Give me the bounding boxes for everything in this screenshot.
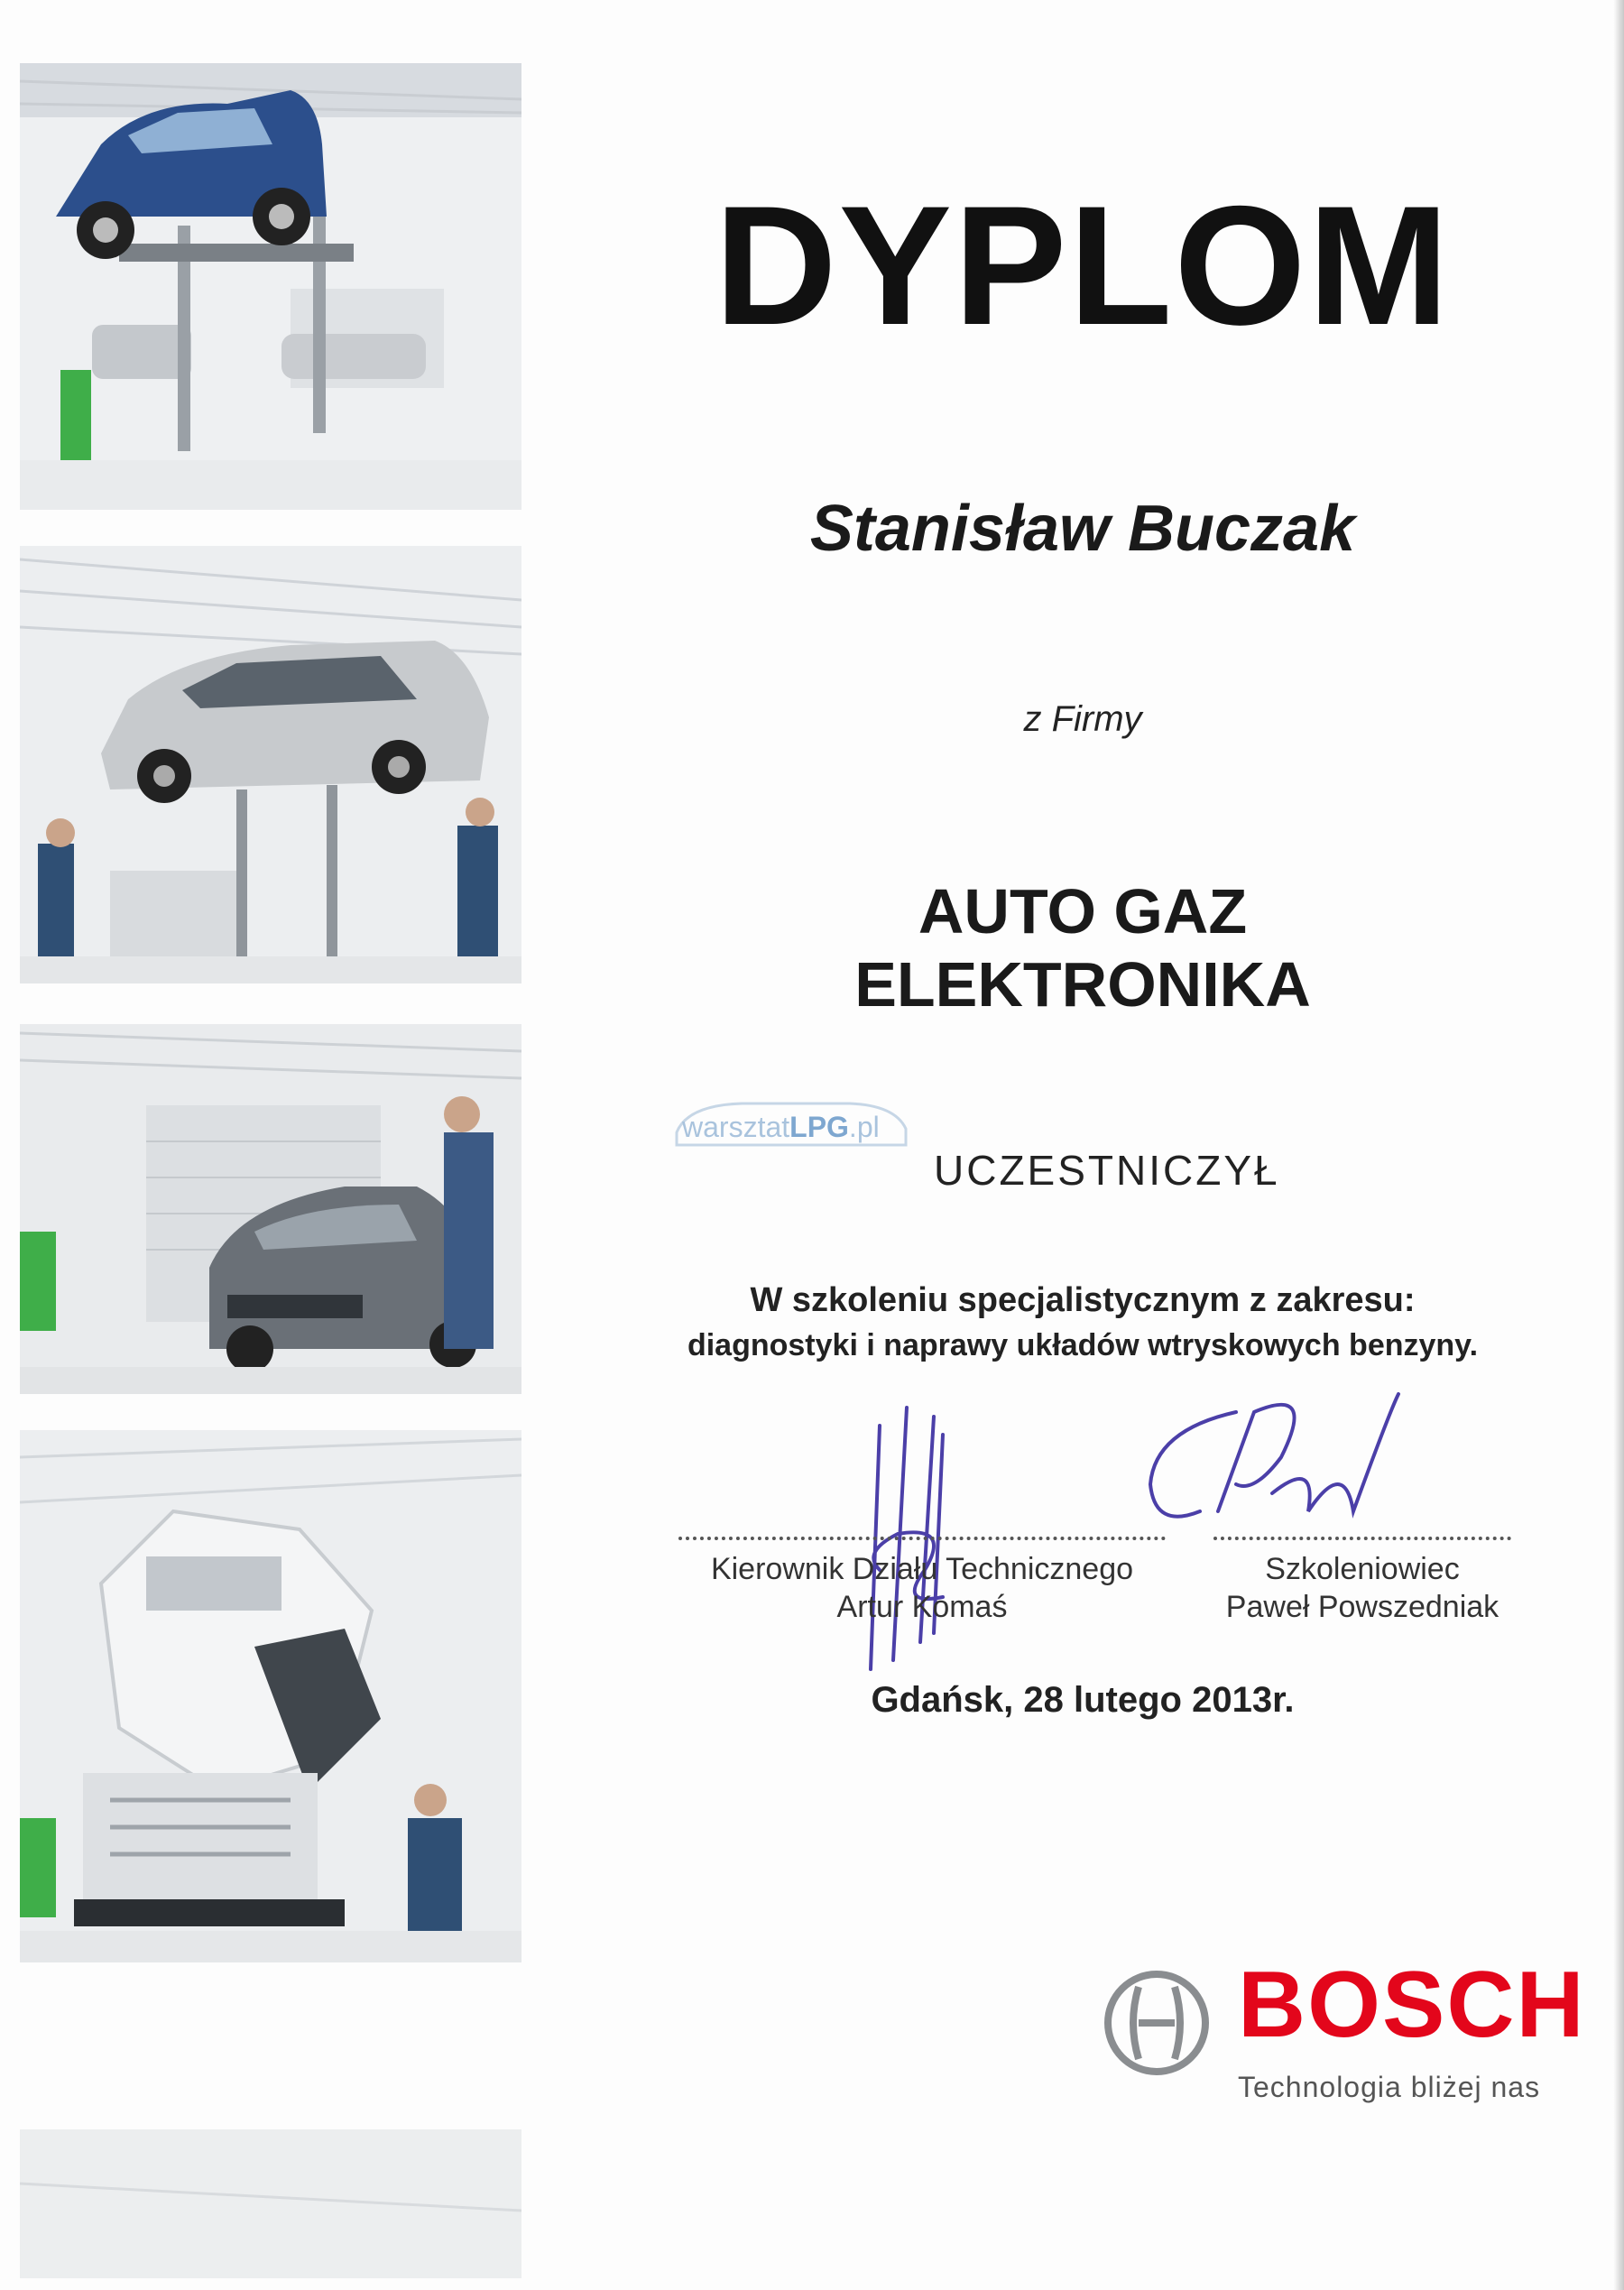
truck-cab-tilted-photo	[20, 1430, 521, 1962]
signature-line-2	[1213, 1537, 1511, 1540]
company-name-line-2: ELEKTRONIKA	[854, 948, 1311, 1020]
signatory-2-name: Paweł Powszedniak	[1225, 1590, 1499, 1624]
participated-label: UCZESTNICZYŁ	[934, 1147, 1280, 1194]
signatory-2-title: Szkoleniowiec	[1265, 1552, 1460, 1586]
company-name	[632, 875, 1534, 1020]
signatory-1-name: Artur Komaś	[836, 1590, 1008, 1624]
course-description-line-1: W szkoleniu specjalistycznym z zakresu:	[750, 1281, 1416, 1319]
warsztatlpg-watermark	[669, 1098, 913, 1154]
watermark-highlight: LPG	[789, 1111, 849, 1143]
signature-line-1	[678, 1537, 1166, 1540]
grey-car-service-photo	[20, 1024, 521, 1394]
recipient-name: Stanisław Buczak	[809, 493, 1356, 565]
date-place: Gdańsk, 28 lutego 2013r.	[871, 1680, 1295, 1720]
from-company-label: z Firmy	[1023, 699, 1142, 739]
workshop-photo-strip	[20, 0, 521, 2290]
watermark-suffix: .pl	[848, 1111, 880, 1143]
diploma-title: DYPLOM	[714, 171, 1452, 360]
company-name-line-1: AUTO GAZ	[918, 876, 1248, 946]
signatory-1-title: Kierownik Działu Technicznego	[710, 1552, 1134, 1586]
silver-car-on-lift-photo	[20, 546, 521, 983]
handwritten-signature-2	[1137, 1376, 1426, 1556]
bosch-tagline: Technologia bliżej nas	[1238, 2071, 1541, 2103]
bosch-armature-icon	[1103, 1969, 1211, 2077]
blue-car-on-lift-photo	[20, 63, 521, 510]
scan-edge-shadow	[1613, 0, 1624, 2290]
watermark-prefix: warsztat	[682, 1111, 790, 1143]
course-description-line-2: diagnostyki i naprawy układów wtryskowych benzyny.	[687, 1328, 1479, 1362]
garage-floor-photo	[20, 2129, 521, 2278]
bosch-wordmark: BOSCH	[1238, 1953, 1586, 2057]
